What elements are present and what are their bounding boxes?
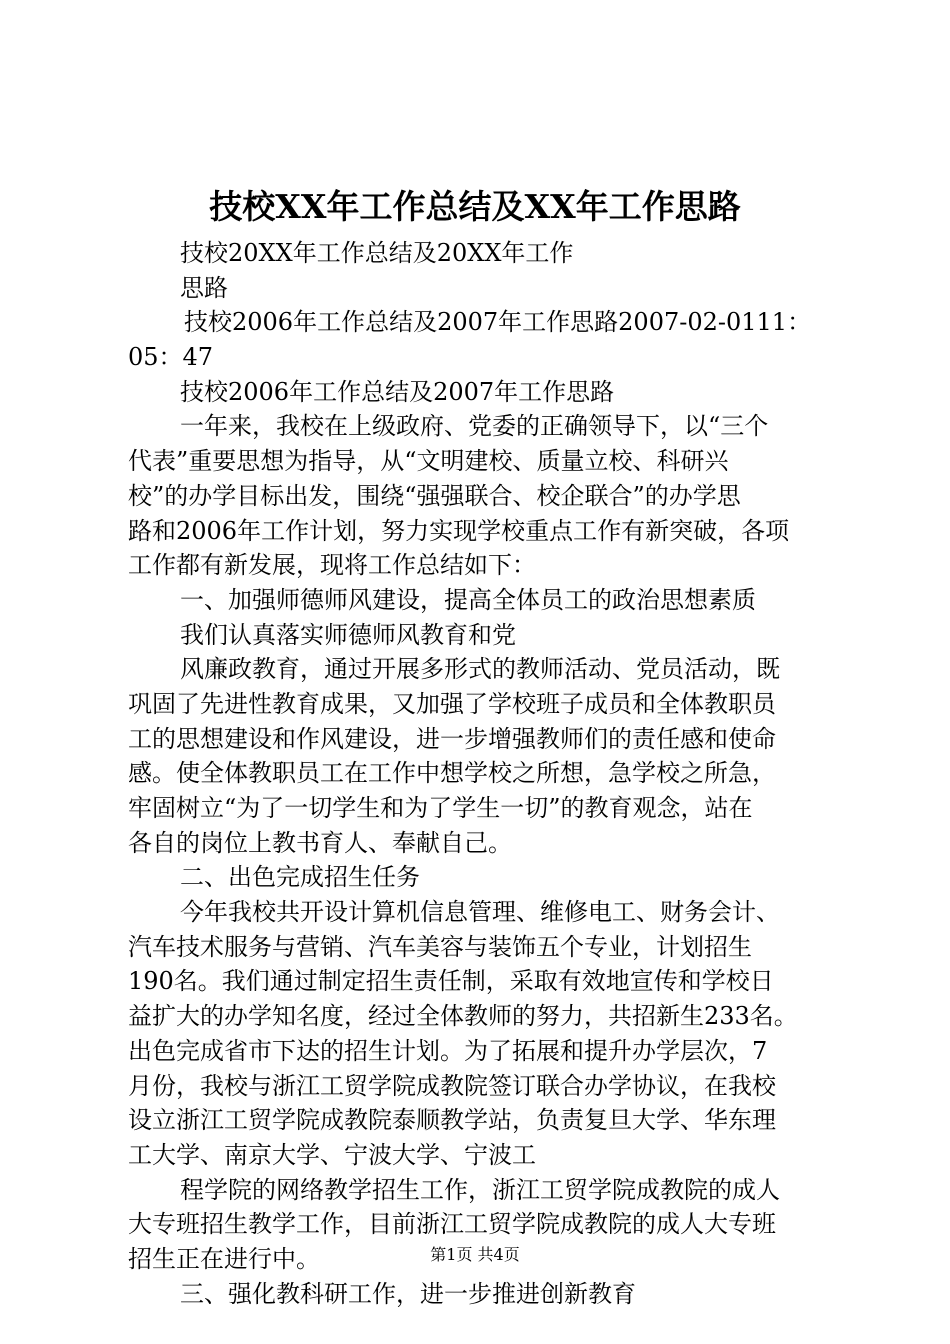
body-text-line: 感。使全体教职员工在工作中想学校之所想，急学校之所急，: [128, 759, 776, 788]
body-text-line: 三、强化教科研工作，进一步推进创新教育: [180, 1279, 636, 1308]
body-text-line: 月份，我校与浙江工贸学院成教院签订联合办学协议，在我校: [128, 1071, 776, 1100]
body-text-line: 校”的办学目标出发，围绕“强强联合、校企联合”的办学思: [128, 481, 741, 510]
body-text-line: 程学院的网络教学招生工作，浙江工贸学院成教院的成人: [180, 1175, 780, 1204]
body-text-line: 出色完成省市下达的招生计划。为了拓展和提升办学层次，7: [128, 1036, 768, 1065]
body-text-line: 牢固树立“为了一切学生和为了学生一切”的教育观念，站在: [128, 794, 753, 822]
body-text-line: 工作都有新发展，现将工作总结如下：: [128, 551, 536, 580]
body-text-line: 大专班招生教学工作，目前浙江工贸学院成教院的成人大专班: [128, 1210, 776, 1239]
body-text-line: 代表”重要思想为指导，从“文明建校、质量立校、科研兴: [128, 447, 729, 476]
body-text-line: 巩固了先进性教育成果，又加强了学校班子成员和全体教职员: [128, 689, 776, 718]
body-text-line: 风廉政教育，通过开展多形式的教师活动、党员活动，既: [180, 655, 780, 684]
body-text-line: 一年来，我校在上级政府、党委的正确领导下，以“三个: [180, 412, 769, 441]
body-text-line: 益扩大的办学知名度，经过全体教师的努力，共招新生233名。: [128, 1002, 798, 1031]
body-text-line: 05：47: [128, 343, 214, 372]
page-footer: 第1页 共4页: [430, 1245, 520, 1264]
body-text-line: 设立浙江工贸学院成教院泰顺教学站，负责复旦大学、华东理: [128, 1106, 776, 1135]
body-text-line: 二、出色完成招生任务: [180, 863, 420, 892]
body-text-line: 招生正在进行中。: [128, 1244, 320, 1273]
body-text-line: 工的思想建设和作风建设，进一步增强教师们的责任感和使命: [128, 724, 776, 753]
body-text-line: 思路: [180, 273, 228, 302]
document-body: [128, 236, 830, 1311]
body-text-line: 工大学、南京大学、宁波大学、宁波工: [128, 1140, 536, 1169]
body-text-line: 今年我校共开设计算机信息管理、维修电工、财务会计、: [180, 898, 780, 927]
body-text-line: 一、加强师德师风建设，提高全体员工的政治思想素质: [180, 585, 756, 614]
body-text-line: 技校2006年工作总结及2007年工作思路: [180, 377, 615, 406]
document-title: 技校XX年工作总结及XX年工作思路: [209, 187, 741, 226]
body-text-line: 路和2006年工作计划，努力实现学校重点工作有新突破，各项: [128, 516, 790, 545]
body-text-line: 技校20XX年工作总结及20XX年工作: [180, 239, 574, 267]
body-text-line: 我们认真落实师德师风教育和党: [180, 620, 516, 649]
body-text-line: 技校2006年工作总结及2007年工作思路2007-02-0111：: [184, 308, 812, 337]
body-text-line: 各自的岗位上教书育人、奉献自己。: [128, 828, 512, 857]
body-text-line: 190名。我们通过制定招生责任制，采取有效地宣传和学校日: [128, 967, 774, 996]
body-text-line: 汽车技术服务与营销、汽车美容与装饰五个专业，计划招生: [128, 932, 752, 961]
